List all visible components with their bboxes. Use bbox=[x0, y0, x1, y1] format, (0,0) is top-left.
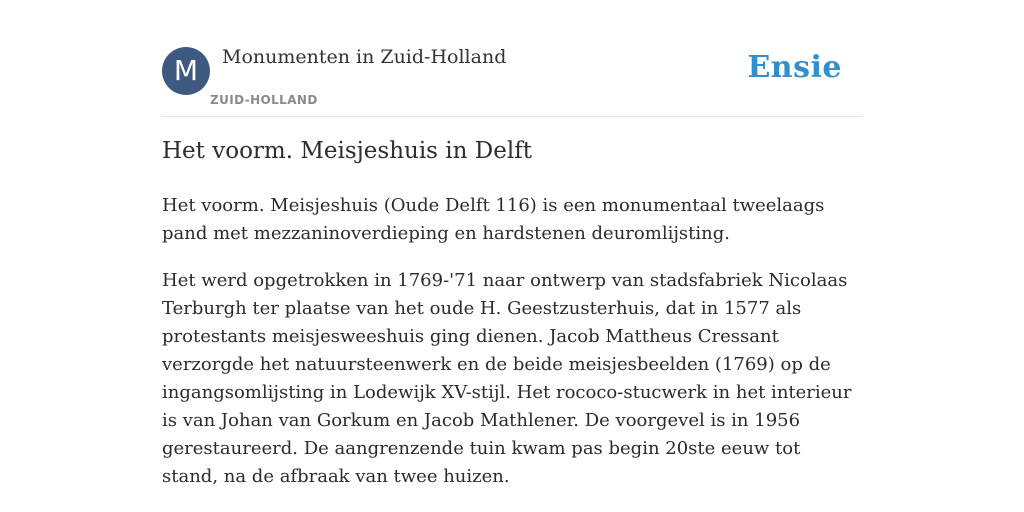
avatar[interactable]: M bbox=[162, 47, 210, 95]
article-title: Het voorm. Meisjeshuis in Delft bbox=[162, 138, 532, 164]
category-label[interactable]: ZUID-HOLLAND bbox=[210, 93, 318, 107]
brand-logo[interactable]: Ensie bbox=[747, 50, 842, 85]
page-container bbox=[162, 0, 862, 487]
header bbox=[162, 0, 862, 117]
article-paragraph: Het werd opgetrokken in 1769-'71 naar ontwerp van stadsfabriek Nicolaas Terburgh ter plaatse van het oude H. Geestzusterhuis, dat in 1577 als protestants meisjesweeshuis ging dienen. Jacob Mattheus Cressant verzorgde het natuursteenwerk en de beide meisjesbeelden (1769) op de ingangsomlijsting in Lodewijk XV-stijl. Het rococo-stucwerk in het interieur is van Johan van Gorkum en Jacob Mathlener. De voorgevel is in 1956 gerestaureerd. De aangrenzende tuin kwam pas begin 20ste eeuw tot stand, na de afbraak van twee huizen. bbox=[162, 270, 852, 487]
article-paragraph: Het voorm. Meisjeshuis (Oude Delft 116) is een monumentaal tweelaags pand met mezzaninoverdieping en hardstenen deuromlijsting. bbox=[162, 195, 825, 244]
site-title[interactable]: Monumenten in Zuid-Holland bbox=[222, 46, 507, 68]
